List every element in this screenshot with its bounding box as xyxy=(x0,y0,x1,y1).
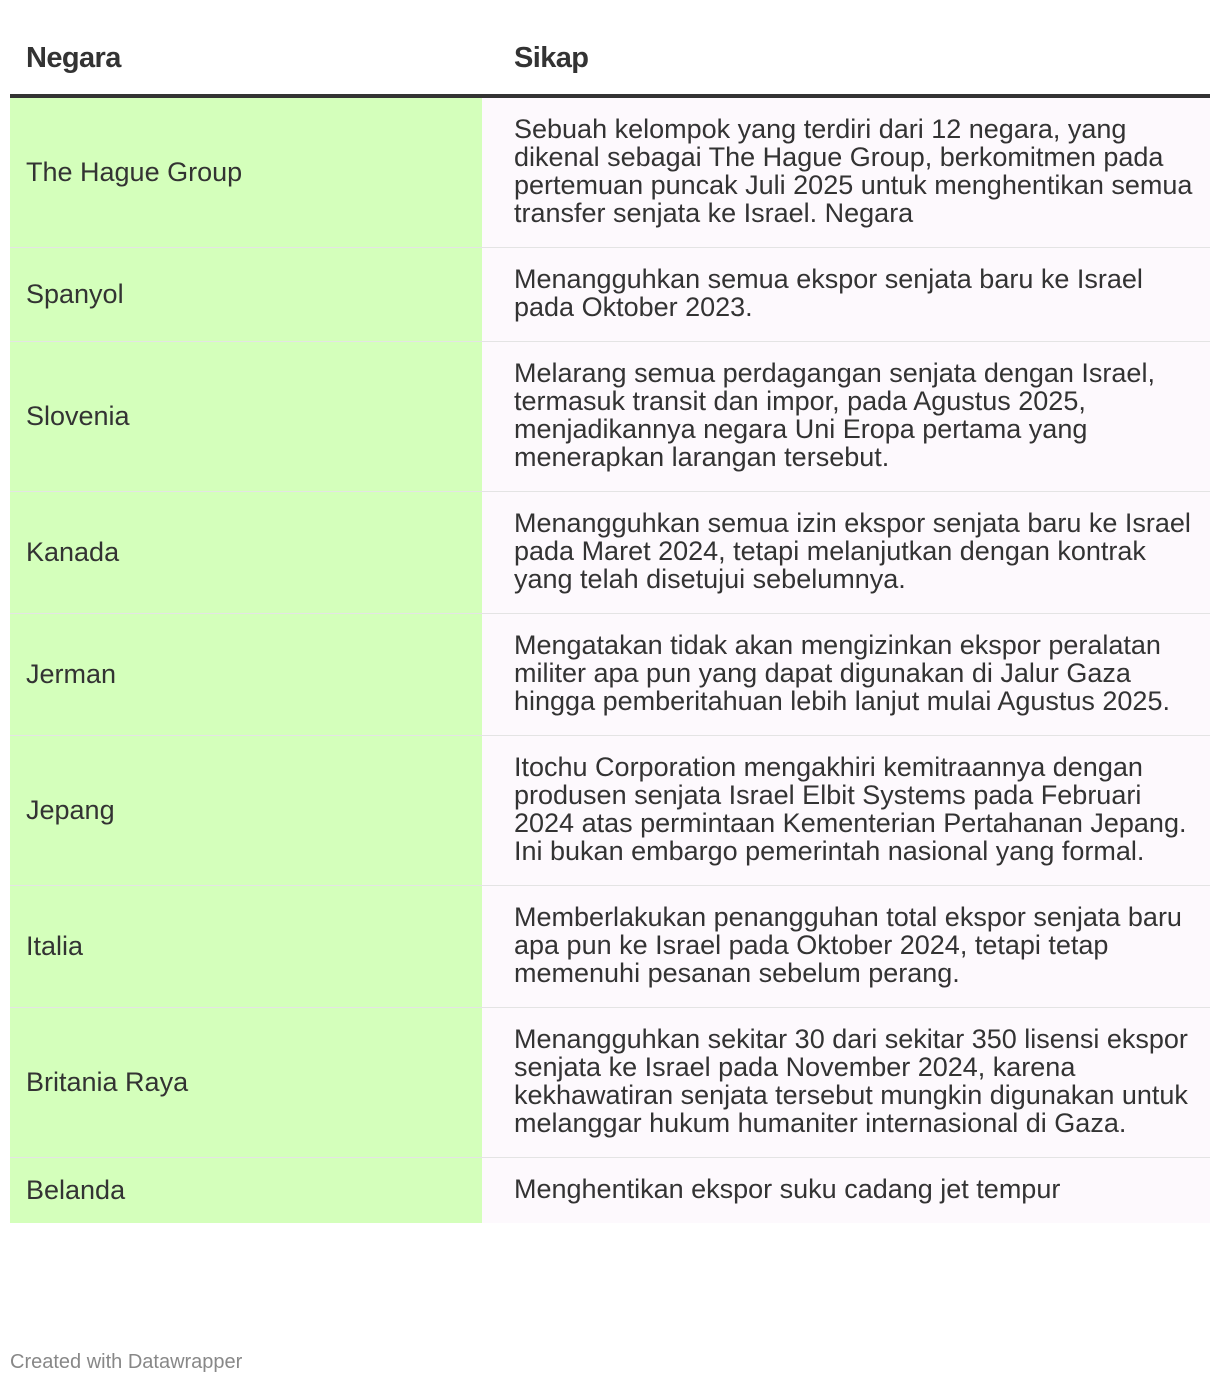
column-header-country[interactable]: Negara xyxy=(26,42,121,74)
table-header xyxy=(10,0,1210,98)
stance-cell: Sebuah kelompok yang terdiri dari 12 negara, yang dikenal sebagai The Hague Group, berkomitmen pada pertemuan puncak Juli 2025 untuk menghentikan semua transfer senjata ke Israel. Negara xyxy=(482,98,1210,247)
column-header-stance[interactable]: Sikap xyxy=(514,42,589,74)
country-cell: Slovenia xyxy=(10,342,482,491)
country-cell: Italia xyxy=(10,886,482,1007)
stance-cell: Memberlakukan penangguhan total ekspor senjata baru apa pun ke Israel pada Oktober 2024, tetapi tetap memenuhi pesanan sebelum perang. xyxy=(482,886,1210,1007)
stance-cell: Menangguhkan semua ekspor senjata baru ke Israel pada Oktober 2023. xyxy=(482,248,1210,341)
country-cell: Belanda xyxy=(10,1158,482,1223)
stance-cell: Menangguhkan sekitar 30 dari sekitar 350 lisensi ekspor senjata ke Israel pada November 2024, karena kekhawatiran senjata tersebut mungkin digunakan untuk melanggar hukum humaniter internasional di Gaza. xyxy=(482,1008,1210,1157)
stance-cell: Itochu Corporation mengakhiri kemitraannya dengan produsen senjata Israel Elbit Systems pada Februari 2024 atas permintaan Kementerian Pertahanan Jepang. Ini bukan embargo pemerintah nasional yang formal. xyxy=(482,736,1210,885)
table-body xyxy=(10,98,1210,1223)
table-row xyxy=(10,98,1210,248)
table-row xyxy=(10,736,1210,886)
stance-cell: Menghentikan ekspor suku cadang jet tempur xyxy=(482,1158,1210,1223)
table-row xyxy=(10,614,1210,736)
country-cell: Jepang xyxy=(10,736,482,885)
stance-cell: Mengatakan tidak akan mengizinkan ekspor peralatan militer apa pun yang dapat digunakan di Jalur Gaza hingga pemberitahuan lebih lanjut mulai Agustus 2025. xyxy=(482,614,1210,735)
table-row xyxy=(10,1158,1210,1223)
table-row xyxy=(10,492,1210,614)
table-row xyxy=(10,886,1210,1008)
country-cell: Kanada xyxy=(10,492,482,613)
data-table xyxy=(10,0,1210,1223)
datawrapper-credit[interactable]: Created with Datawrapper xyxy=(10,1351,243,1373)
stance-cell: Menangguhkan semua izin ekspor senjata baru ke Israel pada Maret 2024, tetapi melanjutkan dengan kontrak yang telah disetujui sebelumnya. xyxy=(482,492,1210,613)
stance-cell: Melarang semua perdagangan senjata dengan Israel, termasuk transit dan impor, pada Agustus 2025, menjadikannya negara Uni Eropa pertama yang menerapkan larangan tersebut. xyxy=(482,342,1210,491)
table-row xyxy=(10,342,1210,492)
country-cell: Spanyol xyxy=(10,248,482,341)
table-row xyxy=(10,248,1210,342)
country-cell: Jerman xyxy=(10,614,482,735)
country-cell: Britania Raya xyxy=(10,1008,482,1157)
country-cell: The Hague Group xyxy=(10,98,482,247)
table-row xyxy=(10,1008,1210,1158)
